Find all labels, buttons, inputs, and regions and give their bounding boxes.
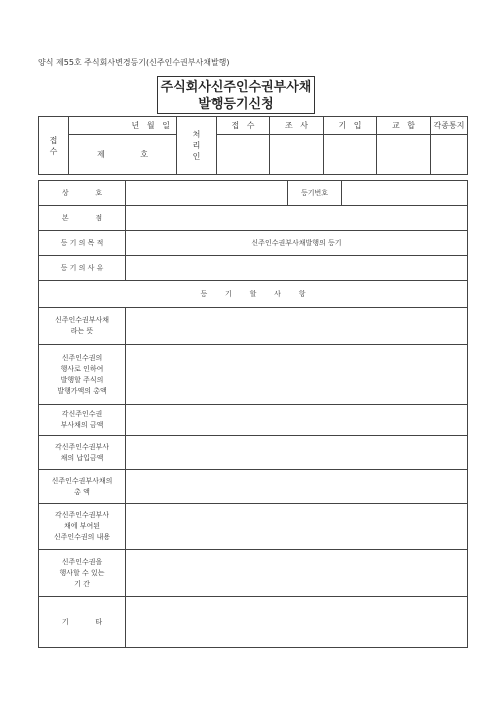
item-payment-amount-label: 각신주인수권부사 채의 납입금액: [39, 436, 126, 470]
cell-investigation[interactable]: [270, 135, 324, 175]
col-reception: 접 수: [217, 117, 270, 135]
cause-field[interactable]: [126, 256, 468, 281]
item-bond-amount-field[interactable]: [126, 405, 468, 436]
item-bond-meaning-label: 신주인수권부사채 라는 뜻: [39, 308, 126, 345]
cell-reception[interactable]: [217, 135, 270, 175]
item-issue-price-total-field[interactable]: [126, 345, 468, 405]
col-entry: 기 입: [324, 117, 377, 135]
col-notices: 각종통지: [431, 117, 468, 135]
head-office-label: 본 점: [39, 206, 126, 231]
registration-form-table: [38, 180, 468, 648]
col-investigation: 조 사: [270, 117, 324, 135]
matters-header: 등 기 할 사 항: [39, 281, 468, 308]
item-exercise-period-label: 신주인수권을 행사할 수 있는 기 간: [39, 550, 126, 597]
item-bond-total-label: 신주인수권부사채의 총 액: [39, 470, 126, 504]
item-issue-price-total-label: 신주인수권의 행사로 인하여 발행할 주식의 발행가액의 총액: [39, 345, 126, 405]
purpose-label: 등 기 의 목 적: [39, 231, 126, 256]
title-line-2: 발행등기신청: [198, 97, 274, 112]
registration-number-label: 등기번호: [288, 181, 342, 206]
item-exercise-period-field[interactable]: [126, 550, 468, 597]
trade-name-label: 상 호: [39, 181, 126, 206]
cause-label: 등 기 의 사 유: [39, 256, 126, 281]
reception-label: 접 수: [39, 117, 69, 175]
head-office-field[interactable]: [126, 206, 468, 231]
item-payment-amount-field[interactable]: [126, 436, 468, 470]
item-other-label: 기 타: [39, 597, 126, 648]
item-warrant-content-label: 각신주인수권부사 채에 부여된 신주인수권의 내용: [39, 504, 126, 550]
item-other-field[interactable]: [126, 597, 468, 648]
reception-date-label: 년 월 일: [69, 117, 177, 135]
item-warrant-content-field[interactable]: [126, 504, 468, 550]
cell-entry[interactable]: [324, 135, 377, 175]
item-bond-meaning-field[interactable]: [126, 308, 468, 345]
form-title: [157, 76, 315, 114]
purpose-value: 신주인수권부사채발행의 등기: [126, 231, 468, 256]
reception-table: [38, 116, 468, 175]
item-bond-total-field[interactable]: [126, 470, 468, 504]
form-number-label: 양식 제55호 주식회사변경등기(신주인수권부사채발행): [38, 58, 230, 67]
reception-number-label: 제 호: [69, 135, 177, 175]
title-line-1: 주식회사신주인수권부사채: [160, 80, 312, 95]
trade-name-field[interactable]: [126, 181, 288, 206]
item-bond-amount-label: 각신주인수권 부사채의 금액: [39, 405, 126, 436]
handler-label: 처 리 인: [177, 117, 217, 175]
cell-collation[interactable]: [377, 135, 431, 175]
registration-number-field[interactable]: [342, 181, 468, 206]
col-collation: 교 합: [377, 117, 431, 135]
cell-notices[interactable]: [431, 135, 468, 175]
